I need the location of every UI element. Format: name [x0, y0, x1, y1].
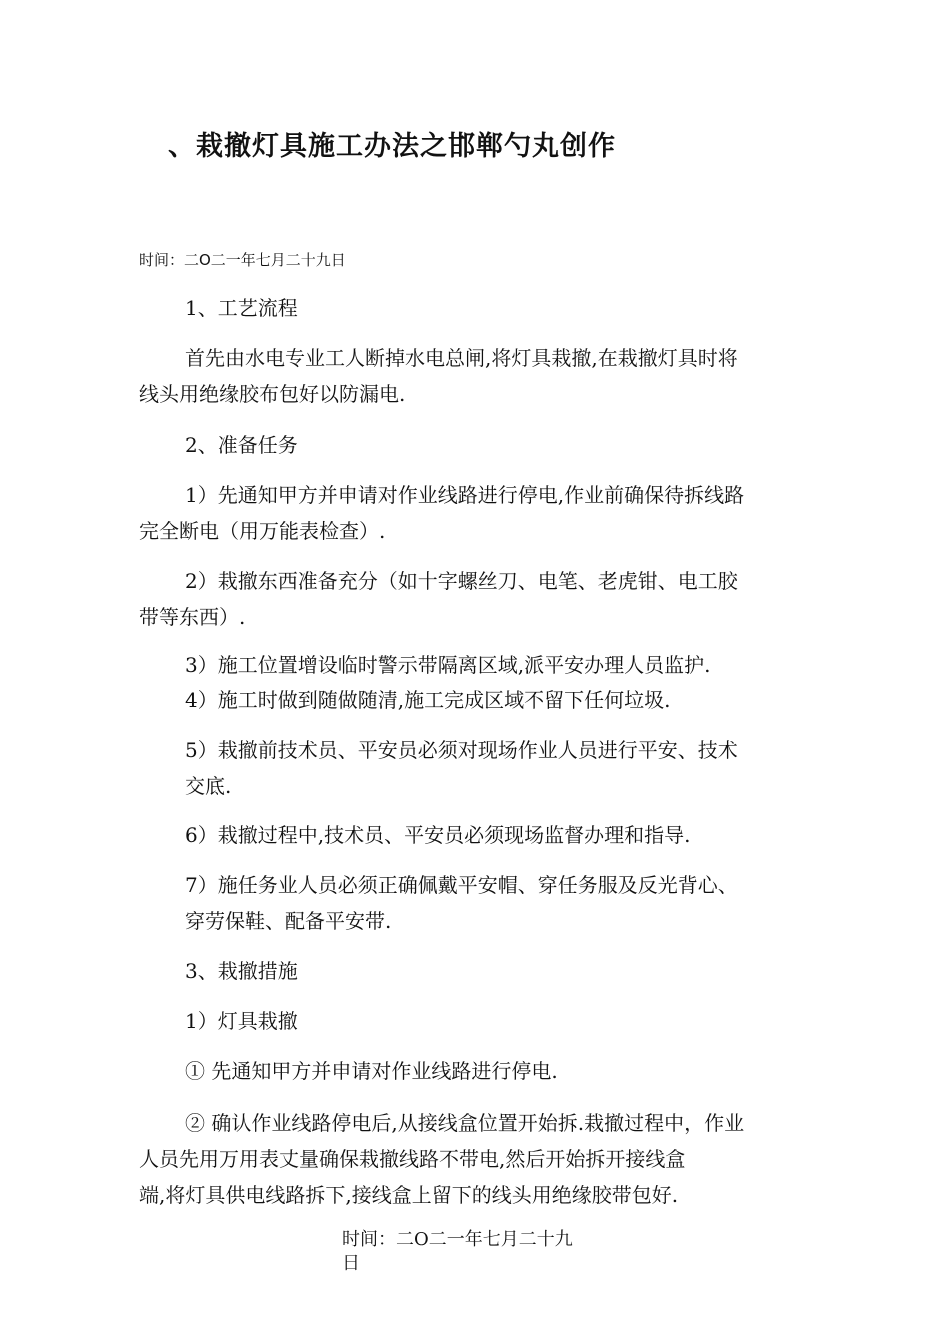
paragraph-prep-2: [139, 563, 738, 635]
paragraph-line: 交底.: [185, 774, 232, 798]
footer-line: 时间：二O二一年七月二十九: [342, 1229, 573, 1250]
paragraph-line: 7）施任务业人员必须正确佩戴平安帽、穿任务服及反光背心、: [185, 873, 738, 897]
paragraph-prep-5: [185, 732, 738, 804]
paragraph-process: [139, 340, 738, 412]
section-heading-1: [185, 290, 298, 326]
sub-heading-lamp-removal: [185, 1003, 298, 1039]
paragraph-line: 1）先通知甲方并申请对作业线路进行停电,作业前确保待拆线路: [185, 483, 745, 507]
date-line: 时间：二O二一年七月二十九日: [139, 251, 346, 269]
document-title: 、栽撤灯具施工办法之邯郸勺丸创作: [168, 131, 616, 162]
page-footer: [342, 1228, 573, 1276]
paragraph-line: 端,将灯具供电线路拆下,接线盒上留下的线头用绝缘胶带包好.: [139, 1183, 679, 1207]
footer-line: 日: [342, 1253, 360, 1274]
paragraph-prep-6: [185, 817, 690, 853]
paragraph-prep-4: [185, 682, 670, 718]
paragraph-line: 1）灯具栽撤: [185, 1009, 298, 1033]
paragraph-line: 带等东西）.: [139, 605, 246, 629]
paragraph-line: ② 确认作业线路停电后,从接线盒位置开始拆.栽撤过程中，作业: [185, 1111, 745, 1135]
paragraph-line: 2、准备任务: [185, 433, 298, 457]
paragraph-line: 线头用绝缘胶布包好以防漏电.: [139, 382, 406, 406]
paragraph-prep-1: [139, 477, 744, 549]
paragraph-line: 完全断电（用万能表检查）.: [139, 519, 386, 543]
paragraph-line: ① 先通知甲方并申请对作业线路进行停电.: [185, 1059, 558, 1083]
paragraph-prep-3: [185, 647, 710, 683]
paragraph-line: 6）栽撤过程中,技术员、平安员必须现场监督办理和指导.: [185, 823, 691, 847]
paragraph-step-2: [139, 1105, 744, 1213]
paragraph-line: 4）施工时做到随做随清,施工完成区域不留下任何垃圾.: [185, 688, 671, 712]
paragraph-step-1: [185, 1053, 558, 1089]
paragraph-line: 2）栽撤东西准备充分（如十字螺丝刀、电笔、老虎钳、电工胶: [185, 569, 738, 593]
section-heading-2: [185, 427, 298, 463]
section-heading-3: [185, 953, 298, 989]
paragraph-prep-7: [185, 867, 738, 939]
paragraph-line: 3、栽撤措施: [185, 959, 298, 983]
paragraph-line: 穿劳保鞋、配备平安带.: [185, 909, 392, 933]
paragraph-line: 3）施工位置增设临时警示带隔离区域,派平安办理人员监护.: [185, 653, 711, 677]
paragraph-line: 人员先用万用表丈量确保栽撤线路不带电,然后开始拆开接线盒: [139, 1147, 686, 1171]
paragraph-line: 1、工艺流程: [185, 296, 298, 320]
paragraph-line: 首先由水电专业工人断掉水电总闸,将灯具栽撤,在栽撤灯具时将: [185, 346, 738, 370]
paragraph-line: 5）栽撤前技术员、平安员必须对现场作业人员进行平安、技术: [185, 738, 738, 762]
